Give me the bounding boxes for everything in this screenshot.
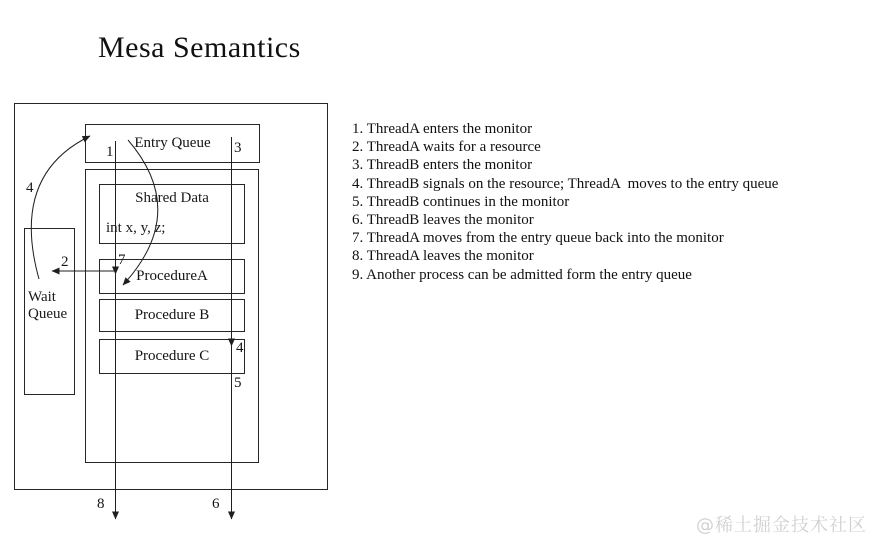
- procedure-a-label: ProcedureA: [136, 268, 208, 284]
- step-item-4: 4. ThreadB signals on the resource; ThreadA moves to the entry queue: [352, 175, 779, 192]
- procedure-c-box: [99, 339, 245, 374]
- step-item-5: 5. ThreadB continues in the monitor: [352, 193, 570, 210]
- step-item-8: 8. ThreadA leaves the monitor: [352, 248, 534, 265]
- marker-step-2: 2: [61, 254, 69, 270]
- page-title: Mesa Semantics: [98, 31, 301, 64]
- step-item-9: 9. Another process can be admitted form the entry queue: [352, 266, 692, 283]
- marker-step-4-arc: 4: [26, 180, 34, 196]
- shared-data-box: [99, 184, 245, 244]
- step-item-1: 1. ThreadA enters the monitor: [352, 121, 533, 137]
- marker-step-4-line: 4: [236, 340, 244, 356]
- shared-data-code: int x, y, z;: [106, 220, 166, 236]
- shared-data-label: Shared Data: [135, 190, 209, 206]
- procedure-b-label: Procedure B: [134, 307, 210, 323]
- step-item-2: 2. ThreadA waits for a resource: [352, 139, 541, 156]
- wait-queue-label: Wait Queue: [28, 289, 68, 322]
- step-item-6: 6. ThreadB leaves the monitor: [352, 212, 534, 229]
- step-item-7: 7. ThreadA moves from the entry queue back into the monitor: [352, 230, 724, 247]
- step-item-3: 3. ThreadB enters the monitor: [352, 157, 533, 174]
- marker-step-5: 5: [234, 375, 242, 391]
- procedure-c-label: Procedure C: [134, 348, 210, 364]
- marker-step-1: 1: [106, 144, 114, 160]
- marker-step-6: 6: [212, 496, 220, 512]
- watermark: @稀土掘金技术社区: [696, 515, 867, 536]
- marker-step-7: 7: [118, 252, 126, 268]
- marker-step-8: 8: [97, 496, 105, 512]
- entry-queue-label: Entry Queue: [134, 135, 211, 151]
- procedure-b-box: [99, 299, 245, 332]
- steps-list: [352, 120, 778, 284]
- marker-step-3: 3: [234, 140, 242, 156]
